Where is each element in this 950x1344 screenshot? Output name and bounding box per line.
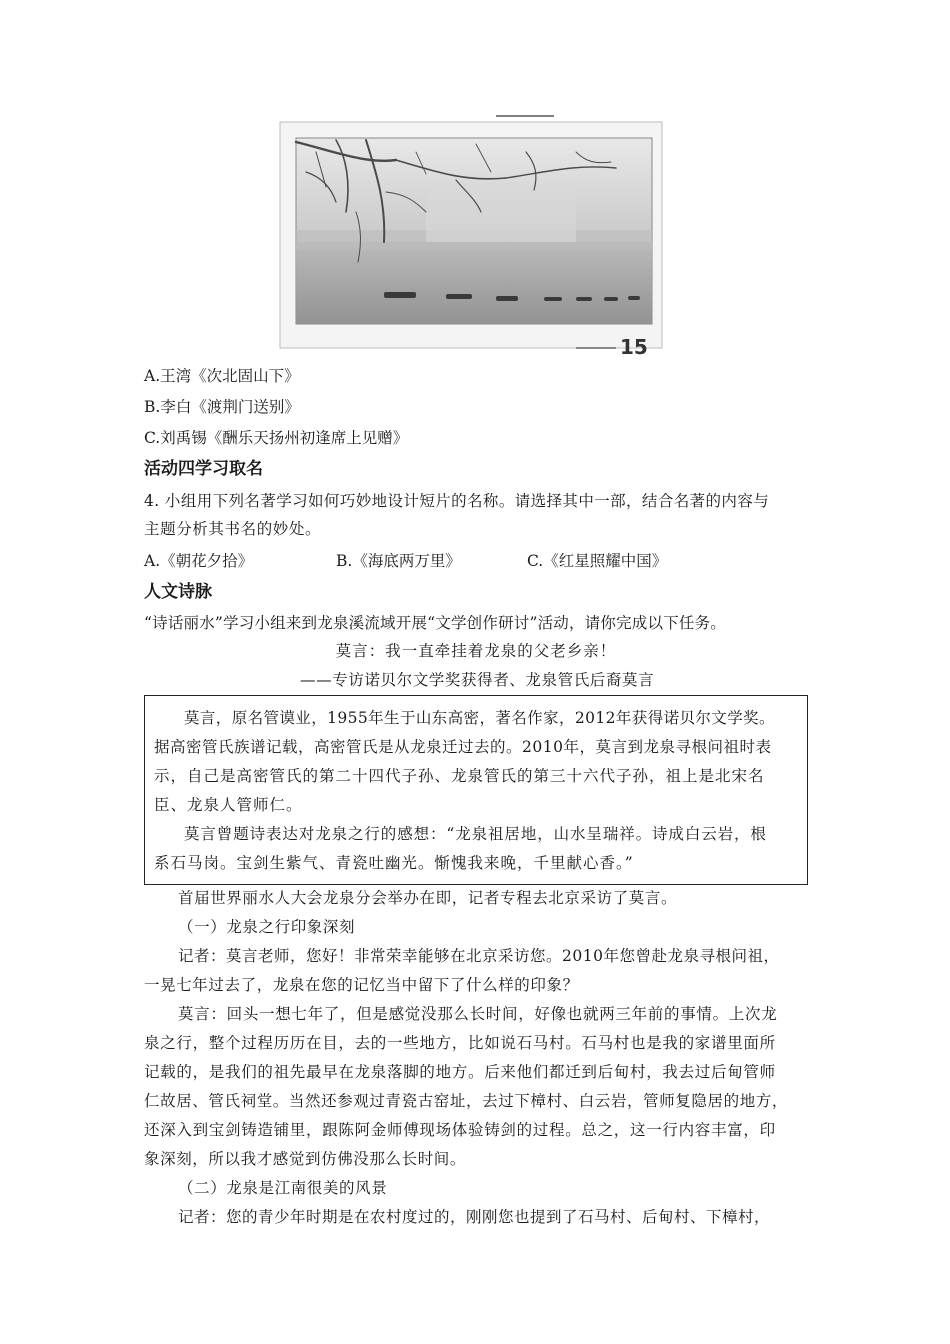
body-line: 莫言：回头一想七年了，但是感觉没那么长时间，好像也就两三年前的事情。上次龙 <box>178 1005 778 1023</box>
q4-line2: 主题分析其书名的妙处。 <box>144 520 322 538</box>
option-a: A.王湾《次北固山下》 <box>144 367 300 385</box>
q4-option-a: A.《朝花夕拾》 <box>144 552 254 570</box>
body-line: 记载的，是我们的祖先最早在龙泉落脚的地方。后来他们都迁到后甸村，我去过后甸管师 <box>144 1063 776 1081</box>
box-line: 臣、龙泉人管师仁。 <box>154 796 303 814</box>
activity4-heading: 活动四学习取名 <box>144 459 263 479</box>
body-line: 象深刻，所以我才感觉到仿佛没那么长时间。 <box>144 1150 467 1168</box>
body-line: 记者：莫言老师，您好！非常荣幸能够在北京采访您。2010年您曾赴龙泉寻根问祖， <box>178 947 780 965</box>
body-line: 还深入到宝剑铸造铺里，跟陈阿金师傅现场体验铸剑的过程。总之，这一行内容丰富，印 <box>144 1121 776 1139</box>
scenic-photo <box>276 112 664 360</box>
photo-stamp-text: 15 <box>620 335 648 359</box>
section-heading: 人文诗脉 <box>144 582 212 602</box>
q4-option-c: C.《红星照耀中国》 <box>527 552 668 570</box>
article-subtitle: ——专访诺贝尔文学奖获得者、龙泉管氏后裔莫言 <box>300 671 655 689</box>
box-line: 系石马岗。宝剑生紫气、青瓷吐幽光。惭愧我来晚，千里献心香。” <box>154 854 634 872</box>
option-c: C.刘禹锡《酬乐天扬州初逢席上见赠》 <box>144 429 409 447</box>
body-line: 仁故居、管氏祠堂。当然还参观过青瓷古窑址，去过下樟村、白云岩，管师复隐居的地方， <box>144 1092 789 1110</box>
q4-option-b: B.《海底两万里》 <box>336 552 461 570</box>
subheading-2: （二）龙泉是江南很美的风景 <box>178 1179 388 1197</box>
photo-graphic <box>276 112 664 360</box>
box-line: 据高密管氏族谱记载，高密管氏是从龙泉迁过去的。2010年，莫言到龙泉寻根问祖时表 <box>154 738 772 756</box>
subheading-1: （一）龙泉之行印象深刻 <box>178 918 356 936</box>
box-line: 莫言曾题诗表达对龙泉之行的感想：“龙泉祖居地，山水呈瑞祥。诗成白云岩，根 <box>184 825 767 843</box>
body-line: 一晃七年过去了，龙泉在您的记忆当中留下了什么样的印象？ <box>144 976 579 994</box>
body-line: 记者：您的青少年时期是在农村度过的，刚刚您也提到了石马村、后甸村、下樟村， <box>178 1208 771 1226</box>
body-line: 首届世界丽水人大会龙泉分会举办在即，记者专程去北京采访了莫言。 <box>178 889 678 907</box>
article-title: 莫言：我一直牵挂着龙泉的父老乡亲！ <box>335 642 617 660</box>
body-line: 泉之行，整个过程历历在目，去的一些地方，比如说石马村。石马村也是我的家谱里面所 <box>144 1034 776 1052</box>
option-b: B.李白《渡荆门送别》 <box>144 398 300 416</box>
intro-text: “诗话丽水”学习小组来到龙泉溪流域开展“文学创作研讨”活动，请你完成以下任务。 <box>144 614 726 632</box>
q4-line1: 4. 小组用下列名著学习如何巧妙地设计短片的名称。请选择其中一部，结合名著的内容与 <box>144 492 770 510</box>
box-line: 示，自己是高密管氏的第二十四代子孙、龙泉管氏的第三十六代子孙，祖上是北宋名 <box>154 767 765 785</box>
box-line: 莫言，原名管谟业，1955年生于山东高密，著名作家，2012年获得诺贝尔文学奖。 <box>184 709 775 727</box>
